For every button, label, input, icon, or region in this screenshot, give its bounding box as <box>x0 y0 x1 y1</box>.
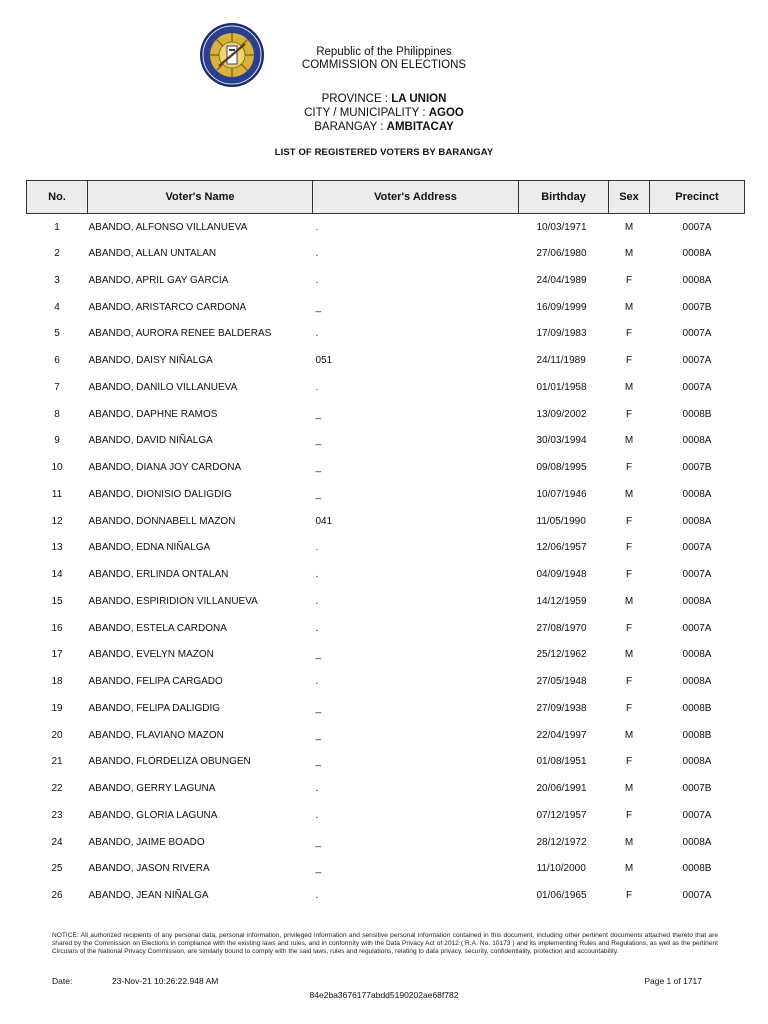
cell-sex: M <box>624 863 634 875</box>
col-header-name: Voter's Name <box>88 181 313 214</box>
cell-address: _ <box>315 301 322 313</box>
city-label: CITY / MUNICIPALITY : <box>304 107 429 119</box>
table-row <box>27 668 745 695</box>
voter-table <box>26 180 745 909</box>
cell-address: . <box>315 622 319 634</box>
table-row <box>27 321 745 348</box>
cell-birthday: 13/09/2002 <box>536 408 587 420</box>
cell-address: _ <box>315 729 322 741</box>
cell-birthday: 01/08/1951 <box>536 756 587 768</box>
cell-sex: M <box>624 729 634 741</box>
cell-address: _ <box>315 435 322 447</box>
barangay-value: AMBITACAY <box>386 121 454 133</box>
cell-sex: M <box>624 435 634 447</box>
city-line <box>0 107 768 120</box>
table-row <box>27 267 745 294</box>
cell-address: . <box>315 809 319 821</box>
cell-no: 23 <box>51 809 63 821</box>
cell-precinct: 0007A <box>682 890 712 902</box>
cell-voter-name: ABANDO, EDNA NIÑALGA <box>88 542 211 554</box>
cell-sex: F <box>625 542 633 554</box>
cell-voter-name: ABANDO, FELIPA DALIGDIG <box>88 702 221 714</box>
cell-address: . <box>315 569 319 581</box>
cell-precinct: 0008A <box>682 515 712 527</box>
cell-voter-name: ABANDO, FELIPA CARGADO <box>88 676 223 688</box>
cell-sex: M <box>624 649 634 661</box>
cell-precinct: 0008B <box>682 408 712 420</box>
cell-sex: F <box>625 890 633 902</box>
cell-no: 7 <box>54 381 60 393</box>
cell-voter-name: ABANDO, ESTELA CARDONA <box>88 622 227 634</box>
cell-address: . <box>315 542 319 554</box>
cell-precinct: 0007A <box>682 381 712 393</box>
table-row <box>27 454 745 481</box>
cell-precinct: 0007A <box>682 569 712 581</box>
cell-address: . <box>315 248 319 260</box>
table-row <box>27 829 745 856</box>
cell-birthday: 30/03/1994 <box>536 435 587 447</box>
cell-sex: M <box>624 783 634 795</box>
cell-sex: F <box>625 676 633 688</box>
table-row <box>27 615 745 642</box>
cell-voter-name: ABANDO, GLORIA LAGUNA <box>88 809 218 821</box>
cell-no: 18 <box>51 676 63 688</box>
commission-line: COMMISSION ON ELECTIONS <box>301 59 467 71</box>
cell-voter-name: ABANDO, APRIL GAY GARCIA <box>88 274 229 286</box>
cell-sex: F <box>625 274 633 286</box>
cell-no: 10 <box>51 462 63 474</box>
cell-no: 11 <box>51 488 63 500</box>
cell-no: 3 <box>54 274 60 286</box>
cell-birthday: 14/12/1959 <box>536 595 587 607</box>
cell-birthday: 07/12/1957 <box>536 809 587 821</box>
cell-voter-name: ABANDO, ERLINDA ONTALAN <box>88 569 229 581</box>
cell-sex: F <box>625 809 633 821</box>
cell-birthday: 10/07/1946 <box>536 488 587 500</box>
col-header-birthday: Birthday <box>519 181 609 214</box>
cell-no: 25 <box>51 863 63 875</box>
cell-birthday: 27/08/1970 <box>536 622 587 634</box>
cell-sex: M <box>624 595 634 607</box>
cell-address: . <box>315 890 319 902</box>
cell-no: 5 <box>54 328 60 340</box>
cell-no: 12 <box>51 515 63 527</box>
cell-precinct: 0007A <box>682 622 712 634</box>
date-value: 23-Nov-21 10:26:22.948 AM <box>112 976 219 986</box>
cell-sex: M <box>624 221 634 233</box>
table-row <box>27 508 745 535</box>
table-row <box>27 722 745 749</box>
cell-birthday: 27/06/1980 <box>536 248 587 260</box>
cell-address: _ <box>315 488 322 500</box>
cell-address: _ <box>315 863 322 875</box>
cell-precinct: 0008A <box>682 248 712 260</box>
cell-address: _ <box>315 756 322 768</box>
cell-birthday: 22/04/1997 <box>536 729 587 741</box>
cell-no: 15 <box>51 595 63 607</box>
cell-no: 9 <box>54 435 60 447</box>
cell-voter-name: ABANDO, EVELYN MAZON <box>88 649 214 661</box>
cell-sex: F <box>625 355 633 367</box>
table-row <box>27 642 745 669</box>
cell-no: 20 <box>51 729 63 741</box>
cell-address: _ <box>315 408 322 420</box>
city-value: AGOO <box>428 107 464 119</box>
cell-sex: F <box>625 408 633 420</box>
cell-precinct: 0007A <box>682 355 712 367</box>
table-row <box>27 240 745 267</box>
barangay-line <box>0 121 768 134</box>
table-row <box>27 481 745 508</box>
cell-birthday: 28/12/1972 <box>536 836 587 848</box>
cell-precinct: 0008A <box>682 595 712 607</box>
table-row <box>27 535 745 562</box>
cell-precinct: 0008A <box>682 274 712 286</box>
page-number: Page 1 of 1717 <box>644 976 702 986</box>
cell-voter-name: ABANDO, DONNABELL MAZON <box>88 515 236 527</box>
cell-no: 13 <box>51 542 63 554</box>
cell-sex: F <box>625 328 633 340</box>
cell-no: 16 <box>51 622 63 634</box>
table-row <box>27 374 745 401</box>
cell-precinct: 0007B <box>682 301 712 313</box>
cell-birthday: 01/01/1958 <box>536 381 587 393</box>
cell-no: 2 <box>54 248 60 260</box>
col-header-address: Voter's Address <box>313 181 519 214</box>
cell-birthday: 25/12/1962 <box>536 649 587 661</box>
cell-voter-name: ABANDO, ALLAN UNTALAN <box>88 248 217 260</box>
cell-precinct: 0007B <box>682 783 712 795</box>
cell-no: 19 <box>51 702 63 714</box>
table-row <box>27 856 745 883</box>
cell-sex: M <box>624 248 634 260</box>
cell-address: . <box>315 783 319 795</box>
cell-sex: F <box>625 515 633 527</box>
cell-precinct: 0008A <box>682 836 712 848</box>
cell-no: 4 <box>54 301 60 313</box>
cell-voter-name: ABANDO, ALFONSO VILLANUEVA <box>88 221 248 233</box>
cell-precinct: 0007A <box>682 221 712 233</box>
table-row <box>27 294 745 321</box>
cell-precinct: 0008A <box>682 756 712 768</box>
cell-birthday: 24/04/1989 <box>536 274 587 286</box>
voter-table-body <box>27 214 745 910</box>
republic-line: Republic of the Philippines <box>316 46 452 58</box>
cell-birthday: 20/06/1991 <box>536 783 587 795</box>
cell-address: _ <box>315 836 322 848</box>
cell-precinct: 0007B <box>682 462 712 474</box>
cell-birthday: 12/06/1957 <box>536 542 587 554</box>
cell-no: 6 <box>54 355 60 367</box>
cell-sex: M <box>624 301 634 313</box>
cell-voter-name: ABANDO, JEAN NIÑALGA <box>88 890 209 902</box>
cell-voter-name: ABANDO, DAISY NIÑALGA <box>88 355 213 367</box>
cell-precinct: 0008B <box>682 863 712 875</box>
cell-sex: M <box>624 488 634 500</box>
cell-sex: M <box>624 381 634 393</box>
province-label: PROVINCE : <box>321 93 392 105</box>
table-row <box>27 428 745 455</box>
cell-precinct: 0007A <box>682 328 712 340</box>
cell-precinct: 0008A <box>682 488 712 500</box>
cell-no: 8 <box>54 408 60 420</box>
table-row <box>27 588 745 615</box>
cell-voter-name: ABANDO, DIONISIO DALIGDIG <box>88 488 232 500</box>
page-title: LIST OF REGISTERED VOTERS BY BARANGAY <box>274 147 494 158</box>
cell-voter-name: ABANDO, JAIME BOADO <box>88 836 205 848</box>
cell-voter-name: ABANDO, AURORA RENEE BALDERAS <box>88 328 272 340</box>
cell-voter-name: ABANDO, FLORDELIZA OBUNGEN <box>88 756 251 768</box>
cell-voter-name: ABANDO, FLAVIANO MAZON <box>88 729 224 741</box>
cell-sex: F <box>625 569 633 581</box>
cell-birthday: 17/09/1983 <box>536 328 587 340</box>
cell-address: . <box>315 328 319 340</box>
cell-sex: F <box>625 756 633 768</box>
table-row <box>27 214 745 241</box>
cell-sex: M <box>624 836 634 848</box>
document-hash: 84e2ba3676177abdd5190202ae68f782 <box>309 990 459 1000</box>
cell-voter-name: ABANDO, DAPHNE RAMOS <box>88 408 218 420</box>
col-header-precinct: Precinct <box>650 181 745 214</box>
cell-birthday: 16/09/1999 <box>536 301 587 313</box>
table-row <box>27 802 745 829</box>
cell-no: 22 <box>51 783 63 795</box>
cell-birthday: 09/08/1995 <box>536 462 587 474</box>
cell-no: 1 <box>54 221 60 233</box>
cell-address: _ <box>315 702 322 714</box>
cell-no: 14 <box>51 569 63 581</box>
province-line <box>0 93 768 106</box>
cell-birthday: 24/11/1989 <box>536 355 586 367</box>
cell-birthday: 11/10/2000 <box>536 863 586 875</box>
barangay-label: BARANGAY : <box>314 121 387 133</box>
table-row <box>27 749 745 776</box>
cell-sex: F <box>625 622 633 634</box>
cell-birthday: 11/05/1990 <box>536 515 586 527</box>
cell-birthday: 27/09/1938 <box>536 702 587 714</box>
table-row <box>27 561 745 588</box>
date-label: Date: <box>52 976 73 986</box>
cell-voter-name: ABANDO, ESPIRIDION VILLANUEVA <box>88 595 258 607</box>
cell-address: . <box>315 595 319 607</box>
cell-precinct: 0008A <box>682 649 712 661</box>
cell-no: 21 <box>51 756 63 768</box>
col-header-no: No. <box>27 181 88 214</box>
cell-address: 051 <box>315 355 333 367</box>
cell-voter-name: ABANDO, ARISTARCO CARDONA <box>88 301 247 313</box>
cell-voter-name: ABANDO, GERRY LAGUNA <box>88 783 216 795</box>
cell-address: 041 <box>315 515 333 527</box>
cell-address: . <box>315 381 319 393</box>
table-row <box>27 347 745 374</box>
cell-sex: F <box>625 462 633 474</box>
cell-birthday: 01/06/1965 <box>536 890 587 902</box>
cell-sex: F <box>625 702 633 714</box>
province-value: LA UNION <box>391 93 447 105</box>
cell-address: . <box>315 274 319 286</box>
cell-voter-name: ABANDO, DAVID NIÑALGA <box>88 435 213 447</box>
table-header-row <box>27 181 745 214</box>
table-row <box>27 695 745 722</box>
cell-birthday: 27/05/1948 <box>536 676 587 688</box>
cell-precinct: 0008B <box>682 729 712 741</box>
cell-no: 24 <box>51 836 63 848</box>
cell-no: 26 <box>51 890 63 902</box>
table-row <box>27 882 745 909</box>
col-header-sex: Sex <box>609 181 650 214</box>
cell-birthday: 10/03/1971 <box>536 221 587 233</box>
cell-address: _ <box>315 649 322 661</box>
cell-voter-name: ABANDO, DIANA JOY CARDONA <box>88 462 242 474</box>
cell-precinct: 0007A <box>682 542 712 554</box>
cell-voter-name: ABANDO, DANILO VILLANUEVA <box>88 381 238 393</box>
table-row <box>27 775 745 802</box>
cell-precinct: 0008B <box>682 702 712 714</box>
privacy-notice: NOTICE: All authorized recipients of any personal data, personal information, privileged information and sensitive personal information contained in this document, including other pertinent documents attached thereto that are shared by the Commission on Elections in compliance with the existing laws and rules, and in conformity with the Data Privacy Act of 2012 ( R.A. No. 10173 ) and its implementing Rules and Regulations, as well as the pertinent Circulars of the National Privacy Commission, are similarly bound to comply with the said laws, rules and regulations, relating to data privacy, security, confidentiality, protection and accountability. <box>52 932 718 956</box>
cell-voter-name: ABANDO, JASON RIVERA <box>88 863 210 875</box>
cell-address: _ <box>315 462 322 474</box>
table-row <box>27 401 745 428</box>
cell-address: . <box>315 676 319 688</box>
cell-address: . <box>315 221 319 233</box>
cell-no: 17 <box>51 649 63 661</box>
cell-birthday: 04/09/1948 <box>536 569 587 581</box>
cell-precinct: 0007A <box>682 809 712 821</box>
cell-precinct: 0008A <box>682 676 712 688</box>
cell-precinct: 0008A <box>682 435 712 447</box>
